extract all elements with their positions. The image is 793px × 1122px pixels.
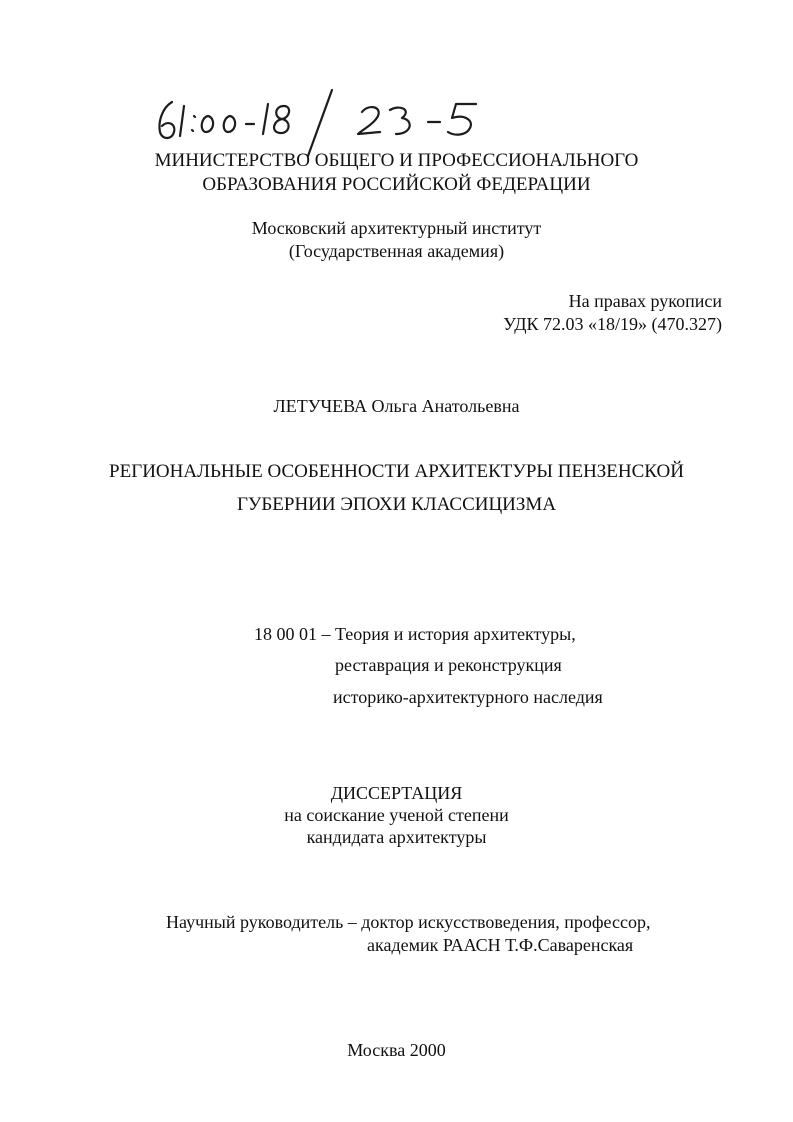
specialty-line-3: историко-архитектурного наследия [333, 687, 603, 707]
supervisor-line-2: академик РААСН Т.Ф.Саваренская [367, 935, 634, 955]
author-name: ЛЕТУЧЕВА Ольга Анатольевна [273, 396, 520, 416]
manuscript-rights: На правах рукописи [568, 291, 722, 311]
ministry-line-1: МИНИСТЕРСТВО ОБЩЕГО И ПРОФЕССИОНАЛЬНОГО [154, 150, 639, 171]
dissertation-heading: ДИССЕРТАЦИЯ [330, 783, 463, 803]
degree-purpose: на соискание ученой степени [284, 805, 509, 825]
degree-name: кандидата архитектуры [306, 827, 487, 847]
handwritten-archive-code [150, 88, 520, 158]
thesis-title-line-2: ГУБЕРНИИ ЭПОХИ КЛАССИЦИЗМА [236, 494, 557, 515]
supervisor-line-1: Научный руководитель – доктор искусствоведения, профессор, [166, 912, 651, 932]
specialty-line-2: реставрация и реконструкция [335, 655, 562, 675]
specialty-line-1: 18 00 01 – Теория и история архитектуры, [254, 624, 576, 644]
institute-status: (Государственная академия) [288, 241, 505, 261]
city-year: Москва 2000 [347, 1040, 446, 1060]
udc-code: УДК 72.03 «18/19» (470.327) [503, 314, 722, 334]
thesis-title-line-1: РЕГИОНАЛЬНЫЕ ОСОБЕННОСТИ АРХИТЕКТУРЫ ПЕНЗЕНСКОЙ [109, 461, 684, 482]
institute-name: Московский архитектурный институт [251, 218, 542, 238]
ministry-line-2: ОБРАЗОВАНИЯ РОССИЙСКОЙ ФЕДЕРАЦИИ [202, 174, 591, 195]
